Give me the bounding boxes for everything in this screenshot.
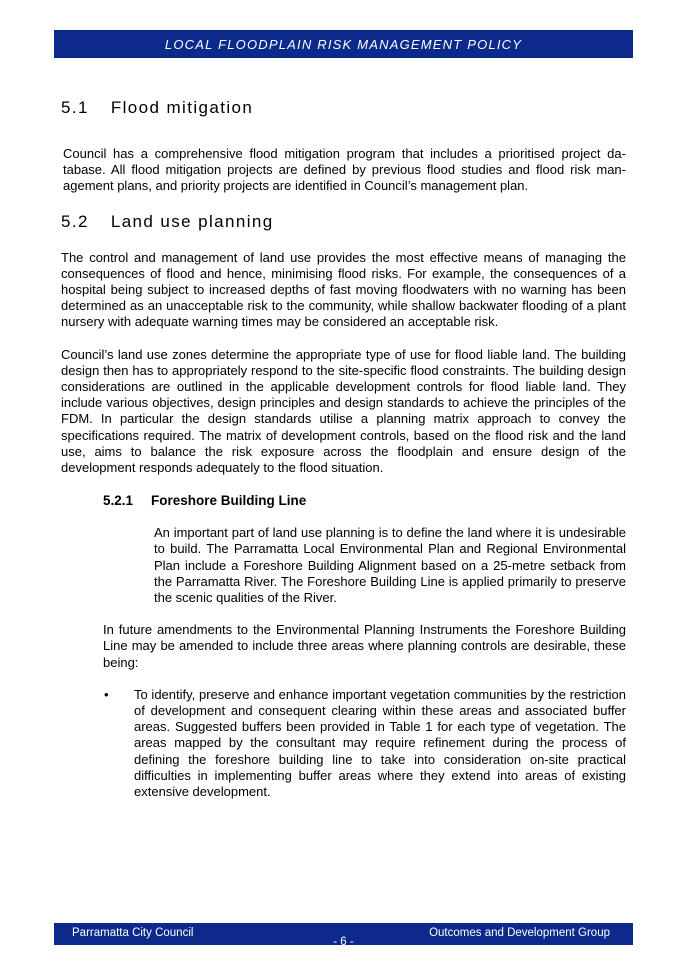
header-title: LOCAL FLOODPLAIN RISK MANAGEMENT POLICY	[164, 36, 523, 52]
list-item	[103, 687, 626, 800]
subsection-number: 5.2.1	[103, 493, 134, 509]
paragraph-flood-mitigation: Council has a comprehensive flood mitigation program that includes a prioritised project database. All flood mitigation projects are defined by previous flood studies and flood risk management plans, and priority projects are identified in Council’s management plan.	[63, 146, 626, 194]
paragraph-foreshore-1: An important part of land use planning is to define the land where it is undesirable to build. The Parramatta Local Environmental Plan and Regional Environmental Plan include a Foreshore Building Alignment based on a 25-metre setback from the Parramatta River. The Foreshore Building Line is applied primarily to preserve the scenic qualities of the River.	[154, 525, 626, 606]
section-number: 5.1	[61, 98, 89, 117]
bullet-list	[61, 687, 626, 800]
section-number: 5.2	[61, 211, 89, 231]
subsection-heading-5-2-1	[61, 493, 626, 508]
section-heading-5-1	[61, 98, 626, 118]
footer-group: Outcomes and Development Group	[429, 927, 610, 939]
page-number: - 6 -	[333, 936, 354, 948]
bullet-text: To identify, preserve and enhance important vegetation communities by the restriction of development and consequent clearing within these areas and associated buffer areas. Suggested buffers been provided in Table 1 for each type of vegetation. The areas mapped by the consultant may require refinement during the process of defining the foreshore building line to take into consideration on-site practical difficulties in implementing buffer areas where they extend into areas of existing extensive development.	[134, 686, 626, 800]
document-body	[61, 98, 626, 800]
paragraph-foreshore-2: In future amendments to the Environmental Planning Instruments the Foreshore Building Line may be amended to include three areas where planning controls are desirable, these being:	[103, 622, 626, 670]
section-title: Land use planning	[110, 211, 274, 231]
subsection-title: Foreshore Building Line	[151, 493, 307, 509]
page-header-bar	[54, 30, 633, 58]
footer-organization: Parramatta City Council	[72, 927, 194, 939]
bullet-icon: •	[104, 686, 109, 702]
section-heading-5-2	[61, 212, 626, 232]
section-title: Flood mitigation	[110, 98, 254, 117]
paragraph-land-use-1: The control and management of land use provides the most effective means of managing the consequences of flood and hence, minimising flood risks. For example, the consequences of a hospital being subject to increased depths of fast moving floodwaters with no warning has been determined as an unacceptable risk to the community, while shallow backwater flooding of a plant nursery with adequate warning times may be considered an acceptable risk.	[61, 249, 626, 330]
paragraph-land-use-2: Council’s land use zones determine the appropriate type of use for flood liable land. The building design then has to appropriately respond to the site-specific flood constraints. The building design considerations are outlined in the applicable development controls for flood liable land. They include various objectives, design principles and design standards to achieve the principles of the FDM. In particular the design standards utilise a planning matrix approach to convey the specifications required. The matrix of development controls, based on the flood risk and the land use, aims to balance the risk exposure across the floodplain and ensure design of the development responds adequately to the flood situation.	[61, 346, 626, 476]
page-footer-bar	[54, 923, 633, 948]
